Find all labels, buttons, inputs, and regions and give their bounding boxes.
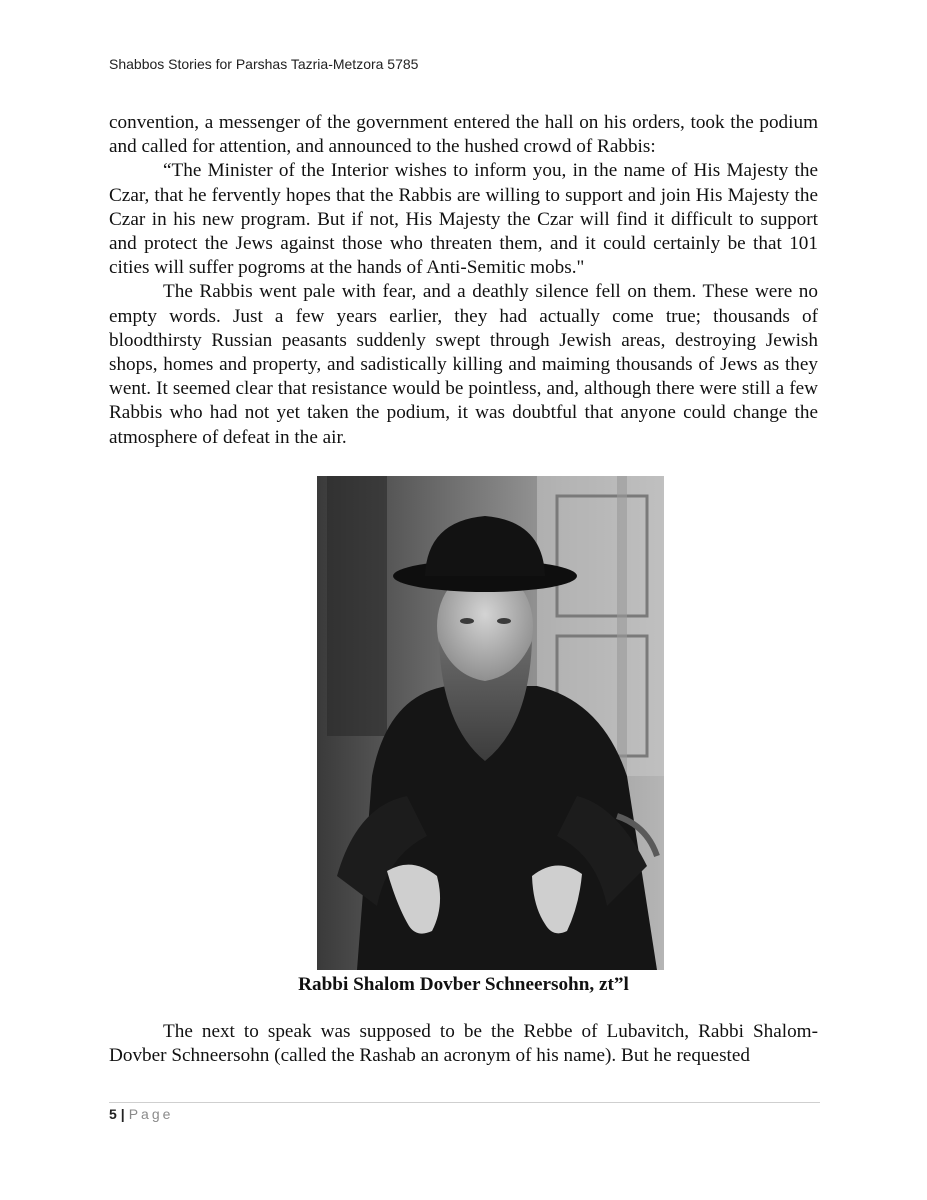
body-text-top: [109, 111, 818, 450]
footer-separator: |: [120, 1106, 125, 1122]
page-footer: [109, 1106, 173, 1122]
paragraph: “The Minister of the Interior wishes to inform you, in the name of His Majesty the Czar, that he fervently hopes that the Rabbis are willing to support and join His Majesty the Czar in his new program. But if not, His Majesty the Czar will find it difficult to support and protect the Jews against those who threaten them, and it could certainly be that 101 cities will suffer pogroms at the hands of Anti-Semitic mobs.": [109, 160, 818, 279]
figure-caption: Rabbi Shalom Dovber Schneersohn, zt”l: [298, 974, 629, 995]
page-header: Shabbos Stories for Parshas Tazria-Metzora 5785: [109, 56, 419, 72]
rabbi-portrait-photo: [317, 476, 664, 970]
page-label: Page: [128, 1106, 174, 1122]
page-number: 5: [109, 1106, 117, 1122]
paragraph: The next to speak was supposed to be the Rebbe of Lubavitch, Rabbi Shalom-Dovber Schneersohn (called the Rashab an acronym of his name). But he requested: [109, 1021, 818, 1067]
footer-divider: [109, 1102, 820, 1103]
body-text-bottom: [109, 1020, 818, 1068]
paragraph: The Rabbis went pale with fear, and a deathly silence fell on them. These were no empty words. Just a few years earlier, they had actually come true; thousands of bloodthirsty Russian peasants suddenly swept through Jewish areas, destroying Jewish shops, homes and property, and sadistically killing and maiming thousands of Jews as they went. It seemed clear that resistance would be pointless, and, although there were still a few Rabbis who had not yet taken the podium, it was doubtful that anyone could change the atmosphere of defeat in the air.: [109, 281, 818, 448]
paragraph: convention, a messenger of the government entered the hall on his orders, took the podium and called for attention, and announced to the hushed crowd of Rabbis:: [109, 112, 818, 158]
